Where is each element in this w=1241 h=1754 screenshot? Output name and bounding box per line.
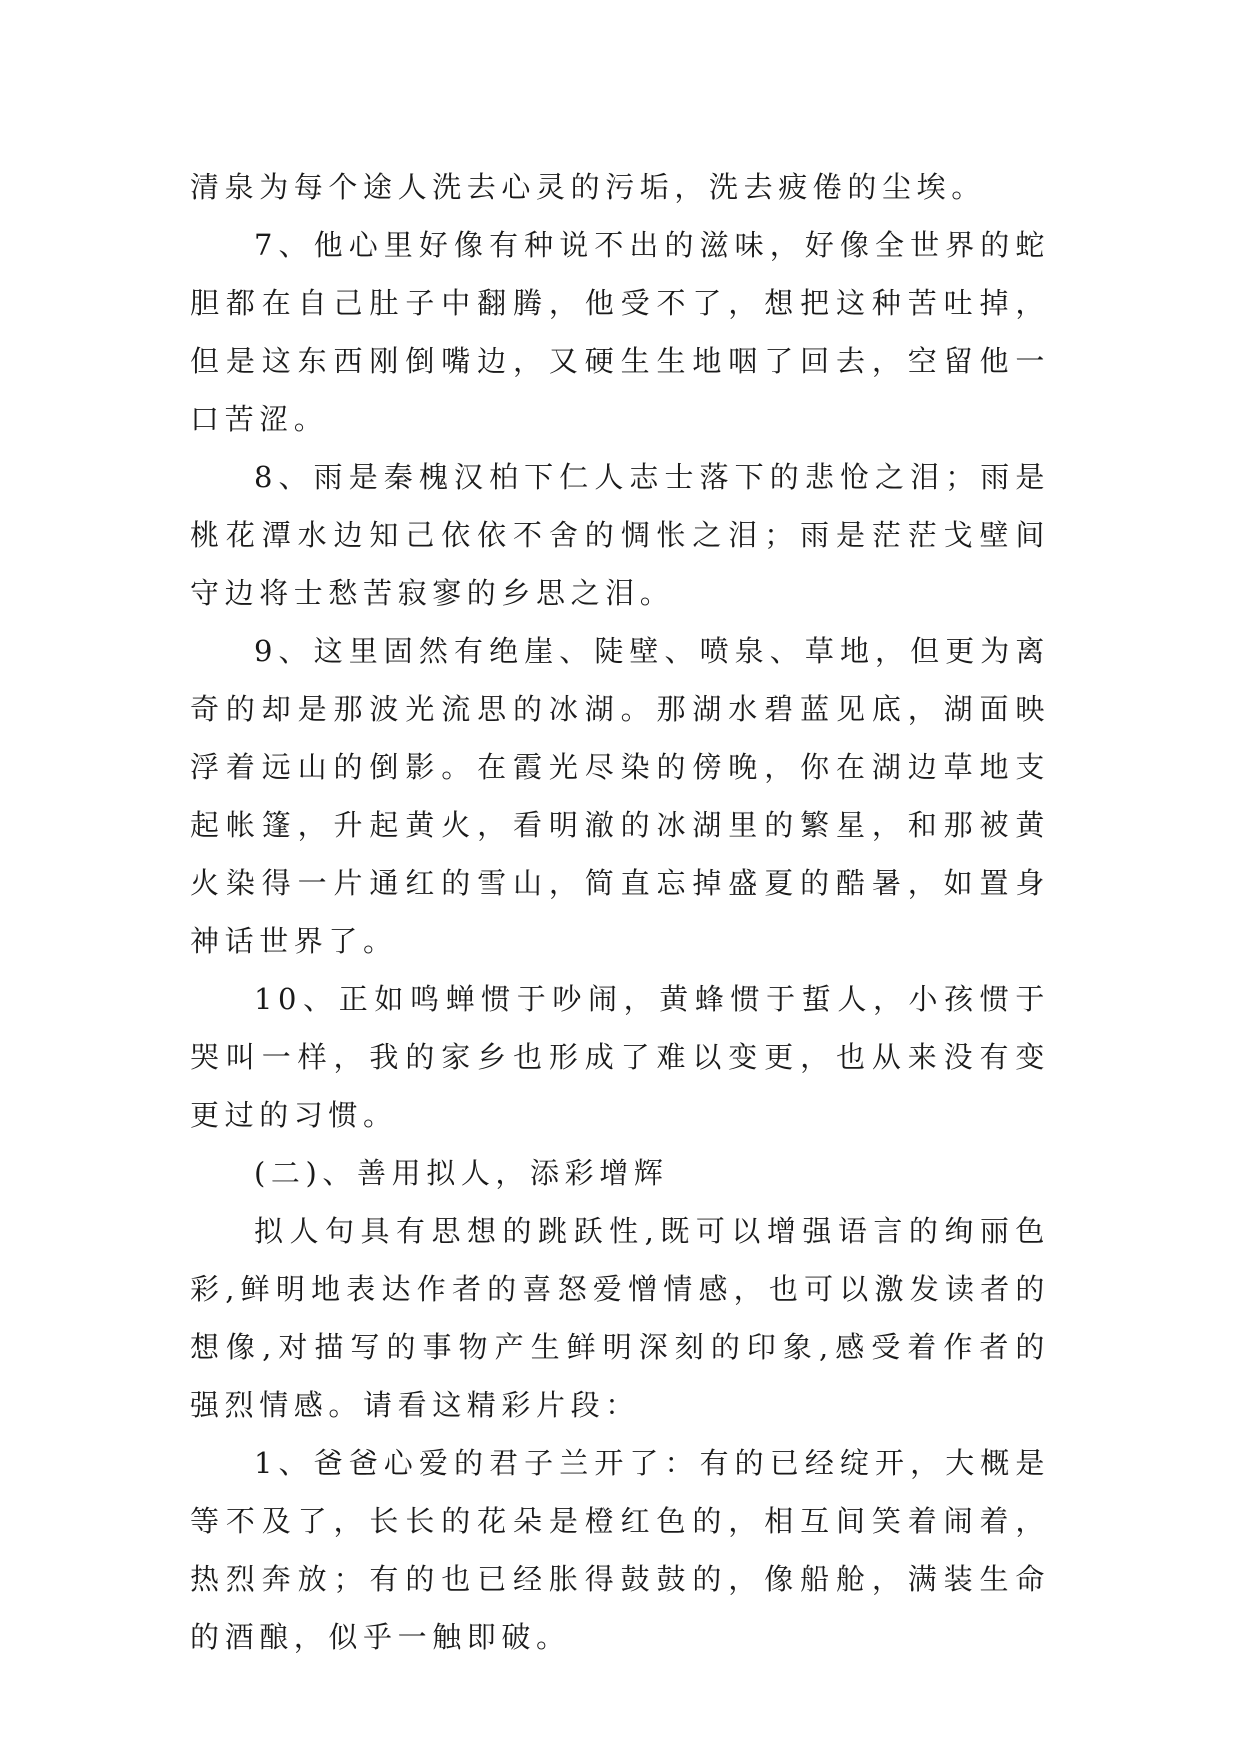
document-body: [190, 158, 1050, 1666]
paragraph-continuation: 清泉为每个途人洗去心灵的污垢，洗去疲倦的尘埃。: [190, 170, 986, 204]
section-heading: (二)、善用拟人，添彩增辉: [254, 1156, 669, 1190]
paragraph-item-8: 8、雨是秦槐汉柏下仁人志士落下的悲怆之泪；雨是桃花潭水边知己依依不舍的惆怅之泪；雨是茫茫戈壁间守边将士愁苦寂寥的乡思之泪。: [190, 460, 1050, 610]
paragraph-item-7: 7、他心里好像有种说不出的滋味，好像全世界的蛇胆都在自己肚子中翻腾，他受不了，想把这种苦吐掉，但是这东西刚倒嘴边，又硬生生地咽了回去，空留他一口苦涩。: [190, 228, 1050, 436]
paragraph-item-9: 9、这里固然有绝崖、陡壁、喷泉、草地，但更为离奇的却是那波光流思的冰湖。那湖水碧蓝见底，湖面映浮着远山的倒影。在霞光尽染的傍晚，你在湖边草地支起帐篷，升起黄火，看明澈的冰湖里的繁星，和那被黄火染得一片通红的雪山，简直忘掉盛夏的酷暑，如置身神话世界了。: [190, 634, 1050, 958]
paragraph-item-10: 10、正如鸣蝉惯于吵闹，黄蜂惯于蜇人，小孩惯于哭叫一样，我的家乡也形成了难以变更，也从来没有变更过的习惯。: [190, 982, 1050, 1132]
paragraph-item-1: 1、爸爸心爱的君子兰开了：有的已经绽开，大概是等不及了，长长的花朵是橙红色的，相互间笑着闹着，热烈奔放；有的也已经胀得鼓鼓的，像船舱，满装生命的酒酿，似乎一触即破。: [190, 1446, 1050, 1654]
paragraph-intro: 拟人句具有思想的跳跃性,既可以增强语言的绚丽色彩,鲜明地表达作者的喜怒爱憎情感，也可以激发读者的想像,对描写的事物产生鲜明深刻的印象,感受着作者的强烈情感。请看这精彩片段：: [190, 1214, 1050, 1422]
